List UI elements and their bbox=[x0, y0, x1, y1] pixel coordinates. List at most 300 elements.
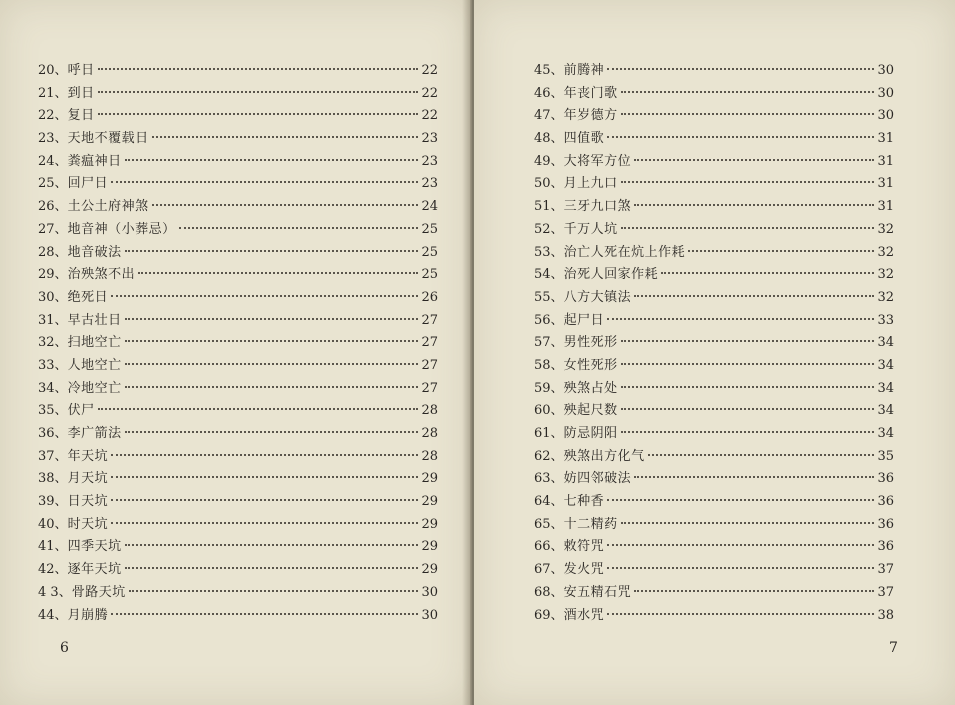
dot-leader bbox=[607, 567, 874, 569]
toc-entry bbox=[534, 378, 894, 401]
dot-leader bbox=[125, 159, 419, 161]
entry-page-number: 27 bbox=[421, 312, 438, 328]
entry-title: 年丧门歌 bbox=[563, 85, 618, 101]
toc-entry bbox=[38, 242, 438, 265]
entry-title: 呼日 bbox=[67, 63, 95, 78]
toc-entry bbox=[38, 491, 438, 514]
entry-number: 28 bbox=[38, 244, 55, 260]
toc-entry bbox=[38, 378, 438, 401]
dot-leader bbox=[98, 68, 419, 70]
toc-entry bbox=[38, 264, 438, 287]
entry-title: 四季天坑 bbox=[67, 539, 122, 555]
toc-entry bbox=[534, 332, 894, 355]
entry-page-number: 36 bbox=[877, 471, 894, 487]
toc-entry bbox=[38, 219, 438, 242]
toc-entry bbox=[38, 196, 438, 219]
dot-leader bbox=[621, 340, 875, 342]
entry-separator: 、 bbox=[54, 539, 68, 555]
entry-title: 日天坑 bbox=[67, 494, 109, 510]
entry-page-number: 31 bbox=[877, 153, 894, 169]
toc-entry bbox=[534, 60, 894, 83]
dot-leader bbox=[152, 204, 419, 206]
toc-entry bbox=[38, 332, 438, 355]
entry-page-number: 30 bbox=[877, 108, 894, 124]
toc-entry bbox=[38, 60, 438, 83]
entry-number: 33 bbox=[38, 357, 55, 373]
entry-page-number: 32 bbox=[877, 221, 894, 237]
entry-separator: 、 bbox=[550, 108, 564, 124]
entry-separator: 、 bbox=[54, 516, 68, 532]
entry-number: 65 bbox=[534, 516, 551, 532]
dot-leader bbox=[634, 204, 874, 206]
entry-page-number: 28 bbox=[421, 426, 438, 441]
entry-title: 四值歌 bbox=[563, 131, 605, 147]
dot-leader bbox=[125, 363, 419, 365]
entry-title: 时天坑 bbox=[67, 516, 109, 532]
entry-separator: 、 bbox=[54, 267, 68, 283]
dot-leader bbox=[179, 227, 419, 229]
entry-separator: 、 bbox=[54, 448, 68, 464]
entry-number: 64 bbox=[534, 494, 551, 510]
dot-leader bbox=[111, 454, 418, 456]
entry-separator: 、 bbox=[54, 199, 68, 215]
entry-separator: 、 bbox=[550, 199, 564, 215]
entry-title: 防忌阴阳 bbox=[563, 426, 618, 441]
entry-number: 34 bbox=[38, 380, 55, 396]
dot-leader bbox=[621, 181, 875, 183]
entry-page-number: 30 bbox=[421, 607, 438, 623]
entry-number: 36 bbox=[38, 426, 55, 441]
entry-title: 地音破法 bbox=[67, 244, 122, 260]
entry-separator: 、 bbox=[54, 244, 68, 260]
entry-separator: 、 bbox=[550, 516, 564, 532]
entry-page-number: 24 bbox=[421, 199, 438, 215]
entry-page-number: 33 bbox=[877, 312, 894, 328]
entry-number: 57 bbox=[534, 335, 551, 351]
toc-entry bbox=[534, 491, 894, 514]
entry-page-number: 31 bbox=[877, 131, 894, 147]
dot-leader bbox=[621, 91, 875, 93]
entry-number: 51 bbox=[534, 199, 551, 215]
entry-separator: 、 bbox=[550, 153, 564, 169]
entry-title: 年天坑 bbox=[67, 448, 109, 464]
entry-separator: 、 bbox=[550, 357, 564, 373]
dot-leader bbox=[621, 431, 875, 433]
entry-title: 大将军方位 bbox=[563, 153, 632, 169]
entry-separator: 、 bbox=[54, 108, 68, 124]
entry-number: 41 bbox=[38, 539, 55, 555]
entry-page-number: 30 bbox=[877, 63, 894, 78]
dot-leader bbox=[607, 136, 874, 138]
entry-separator: 、 bbox=[58, 584, 72, 600]
entry-page-number: 29 bbox=[421, 494, 438, 510]
entry-page-number: 27 bbox=[421, 357, 438, 373]
dot-leader bbox=[98, 408, 419, 410]
toc-entry bbox=[534, 355, 894, 378]
entry-number: 58 bbox=[534, 357, 551, 373]
entry-separator: 、 bbox=[550, 426, 564, 441]
entry-title: 女性死形 bbox=[563, 357, 618, 373]
toc-entry bbox=[534, 196, 894, 219]
dot-leader bbox=[111, 522, 418, 524]
entry-separator: 、 bbox=[54, 562, 68, 578]
entry-separator: 、 bbox=[54, 403, 68, 419]
entry-page-number: 36 bbox=[877, 494, 894, 510]
entry-title: 到日 bbox=[67, 85, 95, 101]
entry-page-number: 30 bbox=[421, 584, 438, 600]
dot-leader bbox=[125, 386, 419, 388]
entry-page-number: 23 bbox=[421, 153, 438, 169]
entry-page-number: 22 bbox=[421, 63, 438, 78]
entry-page-number: 23 bbox=[421, 131, 438, 147]
entry-title: 地音神（小葬忌） bbox=[67, 221, 176, 237]
entry-page-number: 31 bbox=[877, 199, 894, 215]
dot-leader bbox=[111, 499, 418, 501]
entry-page-number: 29 bbox=[421, 471, 438, 487]
entry-title: 冷地空亡 bbox=[67, 380, 122, 396]
entry-number: 23 bbox=[38, 131, 55, 147]
entry-title: 年岁德方 bbox=[563, 108, 618, 124]
entry-number: 22 bbox=[38, 108, 55, 124]
toc-entry bbox=[534, 559, 894, 582]
dot-leader bbox=[98, 113, 419, 115]
entry-title: 扫地空亡 bbox=[67, 335, 122, 351]
toc-entry bbox=[534, 536, 894, 559]
dot-leader bbox=[621, 386, 875, 388]
entry-separator: 、 bbox=[54, 85, 68, 101]
toc-entry bbox=[534, 105, 894, 128]
toc-entry bbox=[38, 559, 438, 582]
entry-number: 44 bbox=[38, 607, 55, 623]
entry-title: 骨路天坑 bbox=[71, 584, 126, 600]
toc-entry bbox=[534, 173, 894, 196]
entry-separator: 、 bbox=[550, 176, 564, 192]
entry-page-number: 25 bbox=[421, 221, 438, 237]
entry-title: 月天坑 bbox=[67, 471, 109, 487]
toc-entry bbox=[534, 423, 894, 446]
toc-entry bbox=[38, 105, 438, 128]
entry-separator: 、 bbox=[54, 494, 68, 510]
entry-separator: 、 bbox=[550, 244, 564, 260]
dot-leader bbox=[634, 295, 874, 297]
entry-separator: 、 bbox=[54, 471, 68, 487]
entry-page-number: 38 bbox=[877, 607, 894, 623]
entry-title: 李广箭法 bbox=[67, 426, 122, 441]
entry-page-number: 23 bbox=[421, 176, 438, 192]
entry-number: 4 3 bbox=[38, 584, 59, 600]
entry-page-number: 31 bbox=[877, 176, 894, 192]
toc-entry bbox=[38, 128, 438, 151]
entry-title: 伏尸 bbox=[67, 403, 95, 419]
page-number-right: 7 bbox=[889, 640, 898, 656]
entry-title: 土公土府神煞 bbox=[67, 199, 149, 215]
dot-leader bbox=[621, 113, 875, 115]
toc-entry bbox=[38, 400, 438, 423]
dot-leader bbox=[125, 318, 419, 320]
entry-number: 68 bbox=[534, 584, 551, 600]
toc-entry bbox=[534, 151, 894, 174]
entry-number: 46 bbox=[534, 85, 551, 101]
dot-leader bbox=[607, 499, 874, 501]
entry-title: 天地不覆载日 bbox=[67, 131, 149, 147]
entry-separator: 、 bbox=[550, 335, 564, 351]
entry-title: 早古壮日 bbox=[67, 312, 122, 328]
entry-page-number: 29 bbox=[421, 539, 438, 555]
toc-entry bbox=[38, 310, 438, 333]
dot-leader bbox=[111, 476, 418, 478]
toc-entry bbox=[38, 582, 438, 605]
toc-entry bbox=[534, 310, 894, 333]
entry-title: 三牙九口煞 bbox=[563, 199, 632, 215]
entry-page-number: 37 bbox=[877, 562, 894, 578]
entry-page-number: 37 bbox=[877, 584, 894, 600]
entry-number: 69 bbox=[534, 607, 551, 623]
entry-separator: 、 bbox=[550, 131, 564, 147]
dot-leader bbox=[607, 68, 874, 70]
entry-page-number: 29 bbox=[421, 562, 438, 578]
entry-page-number: 36 bbox=[877, 516, 894, 532]
toc-entry bbox=[534, 400, 894, 423]
entry-number: 29 bbox=[38, 267, 55, 283]
entry-page-number: 27 bbox=[421, 380, 438, 396]
dot-leader bbox=[125, 250, 419, 252]
entry-separator: 、 bbox=[550, 448, 564, 464]
entry-number: 30 bbox=[38, 289, 55, 305]
entry-title: 治殃煞不出 bbox=[67, 267, 136, 283]
dot-leader bbox=[607, 544, 874, 546]
entry-page-number: 34 bbox=[877, 403, 894, 419]
entry-number: 38 bbox=[38, 471, 55, 487]
entry-separator: 、 bbox=[550, 380, 564, 396]
entry-page-number: 34 bbox=[877, 335, 894, 351]
dot-leader bbox=[125, 431, 419, 433]
entry-number: 61 bbox=[534, 426, 551, 441]
entry-number: 40 bbox=[38, 516, 55, 532]
entry-separator: 、 bbox=[54, 131, 68, 147]
entry-page-number: 34 bbox=[877, 380, 894, 396]
toc-entry bbox=[534, 128, 894, 151]
entry-separator: 、 bbox=[550, 85, 564, 101]
entry-title: 起尸日 bbox=[563, 312, 605, 328]
entry-separator: 、 bbox=[550, 403, 564, 419]
toc-entry bbox=[534, 446, 894, 469]
entry-separator: 、 bbox=[54, 289, 68, 305]
toc-entry bbox=[534, 219, 894, 242]
entry-separator: 、 bbox=[54, 221, 68, 237]
entry-page-number: 25 bbox=[421, 267, 438, 283]
entry-number: 47 bbox=[534, 108, 551, 124]
entry-number: 53 bbox=[534, 244, 551, 260]
entry-page-number: 25 bbox=[421, 244, 438, 260]
entry-separator: 、 bbox=[550, 607, 564, 623]
entry-title: 月上九口 bbox=[563, 176, 618, 192]
dot-leader bbox=[125, 544, 419, 546]
entry-number: 25 bbox=[38, 176, 55, 192]
toc-entry bbox=[38, 287, 438, 310]
entry-title: 复日 bbox=[67, 108, 95, 124]
entry-separator: 、 bbox=[54, 312, 68, 328]
entry-separator: 、 bbox=[550, 289, 564, 305]
entry-title: 妨四邻破法 bbox=[563, 471, 632, 487]
dot-leader bbox=[621, 408, 875, 410]
toc-entry bbox=[38, 514, 438, 537]
entry-page-number: 32 bbox=[877, 244, 894, 260]
entry-number: 67 bbox=[534, 562, 551, 578]
entry-page-number: 29 bbox=[421, 516, 438, 532]
dot-leader bbox=[111, 295, 418, 297]
entry-page-number: 34 bbox=[877, 357, 894, 373]
entry-page-number: 26 bbox=[421, 289, 438, 305]
entry-page-number: 32 bbox=[877, 289, 894, 305]
toc-entry bbox=[38, 173, 438, 196]
entry-title: 殃起尺数 bbox=[563, 403, 618, 419]
entry-number: 37 bbox=[38, 448, 55, 464]
entry-number: 62 bbox=[534, 448, 551, 464]
entry-page-number: 22 bbox=[421, 108, 438, 124]
entry-number: 60 bbox=[534, 403, 551, 419]
entry-number: 42 bbox=[38, 562, 55, 578]
dot-leader bbox=[138, 272, 418, 274]
entry-title: 七种香 bbox=[563, 494, 605, 510]
entry-page-number: 32 bbox=[877, 267, 894, 283]
entry-separator: 、 bbox=[550, 494, 564, 510]
toc-entry bbox=[534, 514, 894, 537]
entry-title: 敕符咒 bbox=[563, 539, 605, 555]
toc-entry bbox=[534, 582, 894, 605]
entry-page-number: 35 bbox=[877, 448, 894, 464]
entry-number: 48 bbox=[534, 131, 551, 147]
entry-title: 治死人回家作耗 bbox=[563, 267, 659, 283]
entry-number: 45 bbox=[534, 63, 551, 78]
entry-separator: 、 bbox=[54, 607, 68, 623]
right-page bbox=[474, 0, 955, 705]
entry-separator: 、 bbox=[550, 312, 564, 328]
page-number-left: 6 bbox=[60, 640, 69, 656]
toc-entry bbox=[38, 468, 438, 491]
entry-title: 月崩腾 bbox=[67, 607, 109, 623]
entry-number: 54 bbox=[534, 267, 551, 283]
toc-entry bbox=[534, 83, 894, 106]
entry-title: 前腾神 bbox=[563, 63, 605, 78]
entry-title: 回尸日 bbox=[67, 176, 109, 192]
dot-leader bbox=[688, 250, 874, 252]
entry-title: 发火咒 bbox=[563, 562, 605, 578]
entry-separator: 、 bbox=[550, 471, 564, 487]
entry-separator: 、 bbox=[54, 380, 68, 396]
entry-number: 49 bbox=[534, 153, 551, 169]
dot-leader bbox=[621, 363, 875, 365]
entry-number: 27 bbox=[38, 221, 55, 237]
entry-page-number: 22 bbox=[421, 85, 438, 101]
entry-number: 35 bbox=[38, 403, 55, 419]
entry-number: 26 bbox=[38, 199, 55, 215]
entry-separator: 、 bbox=[54, 153, 68, 169]
entry-number: 63 bbox=[534, 471, 551, 487]
entry-title: 绝死日 bbox=[67, 289, 109, 305]
toc-entry bbox=[534, 605, 894, 628]
entry-number: 32 bbox=[38, 335, 55, 351]
entry-separator: 、 bbox=[54, 357, 68, 373]
dot-leader bbox=[152, 136, 419, 138]
toc-entry bbox=[38, 151, 438, 174]
dot-leader bbox=[648, 454, 875, 456]
toc-entry bbox=[38, 536, 438, 559]
dot-leader bbox=[634, 590, 874, 592]
toc-entry bbox=[38, 423, 438, 446]
entry-number: 56 bbox=[534, 312, 551, 328]
toc-entry bbox=[534, 468, 894, 491]
toc-entry bbox=[38, 605, 438, 628]
dot-leader bbox=[125, 567, 419, 569]
dot-leader bbox=[661, 272, 874, 274]
entry-title: 八方大镇法 bbox=[563, 289, 632, 305]
dot-leader bbox=[111, 181, 418, 183]
entry-number: 59 bbox=[534, 380, 551, 396]
entry-separator: 、 bbox=[550, 562, 564, 578]
dot-leader bbox=[98, 91, 419, 93]
entry-title: 殃煞出方化气 bbox=[563, 448, 645, 464]
entry-separator: 、 bbox=[550, 63, 564, 78]
entry-title: 人地空亡 bbox=[67, 357, 122, 373]
entry-number: 50 bbox=[534, 176, 551, 192]
entry-title: 安五精石咒 bbox=[563, 584, 632, 600]
entry-separator: 、 bbox=[54, 63, 68, 78]
dot-leader bbox=[607, 318, 874, 320]
dot-leader bbox=[634, 476, 874, 478]
entry-page-number: 36 bbox=[877, 539, 894, 555]
entry-title: 殃煞占处 bbox=[563, 380, 618, 396]
entry-separator: 、 bbox=[550, 221, 564, 237]
entry-separator: 、 bbox=[54, 176, 68, 192]
toc-entry bbox=[534, 264, 894, 287]
toc-entry bbox=[38, 83, 438, 106]
entry-title: 十二精药 bbox=[563, 516, 618, 532]
toc-entry bbox=[38, 446, 438, 469]
dot-leader bbox=[129, 590, 419, 592]
entry-page-number: 28 bbox=[421, 448, 438, 464]
dot-leader bbox=[125, 340, 419, 342]
entry-separator: 、 bbox=[54, 335, 68, 351]
entry-number: 52 bbox=[534, 221, 551, 237]
toc-entry bbox=[534, 287, 894, 310]
entry-separator: 、 bbox=[550, 584, 564, 600]
dot-leader bbox=[607, 613, 874, 615]
entry-number: 24 bbox=[38, 153, 55, 169]
dot-leader bbox=[111, 613, 418, 615]
entry-title: 治亡人死在炕上作耗 bbox=[563, 244, 686, 260]
entry-title: 逐年天坑 bbox=[67, 562, 122, 578]
entry-page-number: 30 bbox=[877, 85, 894, 101]
entry-number: 31 bbox=[38, 312, 55, 328]
entry-page-number: 28 bbox=[421, 403, 438, 419]
dot-leader bbox=[634, 159, 874, 161]
toc-list-left bbox=[38, 60, 438, 627]
entry-title: 酒水咒 bbox=[563, 607, 605, 623]
entry-number: 21 bbox=[38, 85, 55, 101]
toc-entry bbox=[38, 355, 438, 378]
entry-page-number: 34 bbox=[877, 426, 894, 441]
entry-number: 39 bbox=[38, 494, 55, 510]
dot-leader bbox=[621, 522, 875, 524]
toc-list-right bbox=[534, 60, 894, 627]
dot-leader bbox=[621, 227, 875, 229]
entry-number: 55 bbox=[534, 289, 551, 305]
entry-title: 千万人坑 bbox=[563, 221, 618, 237]
entry-page-number: 27 bbox=[421, 335, 438, 351]
entry-separator: 、 bbox=[550, 539, 564, 555]
entry-number: 66 bbox=[534, 539, 551, 555]
entry-title: 男性死形 bbox=[563, 335, 618, 351]
